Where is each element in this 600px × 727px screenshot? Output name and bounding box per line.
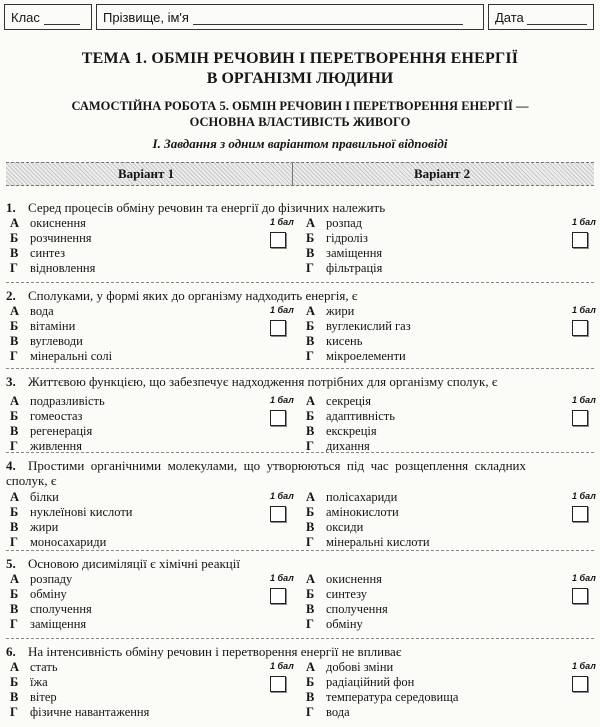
- date-blank[interactable]: [527, 12, 587, 25]
- option-letter: В: [306, 690, 315, 704]
- option-letter: Б: [10, 505, 19, 519]
- class-field[interactable]: [4, 4, 92, 30]
- answer-option[interactable]: [306, 690, 458, 705]
- option-letter: В: [306, 424, 315, 438]
- question-number: 1.: [6, 200, 16, 215]
- variant-2-options: [306, 216, 382, 276]
- option-text: мікроелементи: [326, 349, 406, 363]
- option-letter: В: [10, 424, 19, 438]
- option-letter: Б: [10, 319, 19, 333]
- work-title-line1: САМОСТІЙНА РОБОТА 5. ОБМІН РЕЧОВИН І ПЕРЕТВОРЕННЯ ЕНЕРГІЇ —: [71, 99, 529, 113]
- option-text: заміщення: [326, 246, 383, 260]
- option-text: вітаміни: [30, 319, 76, 333]
- answer-option[interactable]: [10, 602, 92, 617]
- option-text: мінеральні кислоти: [326, 535, 430, 549]
- option-letter: А: [306, 660, 316, 674]
- answer-box[interactable]: [270, 588, 286, 604]
- answer-option[interactable]: [10, 690, 149, 705]
- option-letter: А: [10, 304, 20, 318]
- option-text: моносахариди: [30, 535, 107, 549]
- option-letter: В: [10, 246, 19, 260]
- answer-box[interactable]: [270, 320, 286, 336]
- answer-option[interactable]: [10, 660, 149, 675]
- question-prompt: Сполуками, у формі яких до організму надходить енергія, є: [28, 288, 358, 303]
- option-text: температура середовища: [326, 690, 459, 704]
- question-prompt: Простими органічними молекулами, що утворюються під час розщеплення складних сполук, є: [6, 458, 526, 488]
- option-letter: В: [10, 520, 19, 534]
- answer-option[interactable]: [10, 587, 92, 602]
- answer-option[interactable]: [10, 216, 95, 231]
- option-text: обміну: [30, 587, 67, 601]
- option-letter: Б: [10, 409, 19, 423]
- question-separator: [6, 452, 594, 453]
- option-text: їжа: [30, 675, 48, 689]
- answer-option[interactable]: [10, 231, 95, 246]
- option-letter: Б: [10, 587, 19, 601]
- question-number: 5.: [6, 556, 16, 571]
- option-text: добові зміни: [326, 660, 394, 674]
- question-separator: [6, 368, 594, 369]
- option-text: розпад: [326, 216, 363, 230]
- option-letter: Г: [306, 705, 314, 719]
- answer-option[interactable]: [10, 261, 95, 276]
- option-letter: А: [10, 216, 20, 230]
- option-letter: Г: [10, 705, 18, 719]
- answer-box[interactable]: [572, 320, 588, 336]
- answer-option[interactable]: [10, 617, 92, 632]
- answer-option[interactable]: [306, 231, 382, 246]
- answer-box[interactable]: [270, 506, 286, 522]
- option-letter: А: [306, 394, 316, 408]
- option-text: полісахариди: [326, 490, 398, 504]
- answer-box[interactable]: [572, 588, 588, 604]
- option-text: гомеостаз: [30, 409, 83, 423]
- question-separator: [6, 282, 594, 283]
- option-letter: Б: [10, 675, 19, 689]
- answer-option[interactable]: [306, 587, 388, 602]
- option-text: вітер: [30, 690, 57, 704]
- class-label: Клас: [11, 10, 40, 25]
- answer-option[interactable]: [10, 705, 149, 720]
- answer-option[interactable]: [306, 520, 430, 535]
- variant-1-options: [10, 660, 149, 720]
- option-letter: В: [10, 602, 19, 616]
- option-text: вода: [30, 304, 54, 318]
- option-text: нуклеїнові кислоти: [30, 505, 133, 519]
- answer-option[interactable]: [10, 535, 133, 550]
- answer-option[interactable]: [10, 319, 112, 334]
- question-number: 3.: [6, 374, 16, 389]
- option-text: жири: [30, 520, 59, 534]
- date-label: Дата: [495, 10, 524, 25]
- score-label: 1 бал: [572, 573, 596, 583]
- answer-box[interactable]: [572, 506, 588, 522]
- question-prompt: Життєвою функцією, що забезпечує надходження потрібних для організму сполук, є: [28, 374, 498, 389]
- answer-option[interactable]: [10, 334, 112, 349]
- answer-option[interactable]: [10, 304, 112, 319]
- option-text: радіаційний фон: [326, 675, 415, 689]
- answer-option[interactable]: [306, 705, 458, 720]
- answer-option[interactable]: [10, 520, 133, 535]
- answer-option[interactable]: [306, 675, 458, 690]
- answer-option[interactable]: [306, 660, 458, 675]
- option-text: вода: [326, 705, 350, 719]
- class-blank[interactable]: [44, 12, 80, 25]
- answer-option[interactable]: [306, 572, 388, 587]
- option-letter: А: [10, 572, 20, 586]
- score-label: 1 бал: [270, 217, 294, 227]
- answer-option[interactable]: [306, 490, 430, 505]
- answer-option[interactable]: [10, 675, 149, 690]
- option-letter: А: [306, 216, 316, 230]
- score-label: 1 бал: [270, 305, 294, 315]
- option-text: оксиди: [326, 520, 364, 534]
- option-letter: Б: [306, 505, 315, 519]
- option-text: кисень: [326, 334, 363, 348]
- score-label: 1 бал: [270, 661, 294, 671]
- answer-option[interactable]: [10, 394, 105, 409]
- page-title-line1: ТЕМА 1. ОБМІН РЕЧОВИН І ПЕРЕТВОРЕННЯ ЕНЕРГІЇ: [81, 50, 519, 67]
- option-text: синтезу: [326, 587, 368, 601]
- variant-1-options: [10, 216, 95, 276]
- option-letter: А: [306, 572, 316, 586]
- question-text: [6, 644, 586, 659]
- option-letter: Б: [306, 675, 315, 689]
- score-label: 1 бал: [572, 217, 596, 227]
- answer-box[interactable]: [270, 410, 286, 426]
- option-text: сполучення: [326, 602, 388, 616]
- answer-box[interactable]: [572, 410, 588, 426]
- option-letter: Г: [10, 439, 18, 453]
- variant-2-options: [306, 490, 430, 550]
- option-letter: Б: [306, 409, 315, 423]
- answer-box[interactable]: [270, 676, 286, 692]
- answer-option[interactable]: [306, 505, 430, 520]
- option-letter: А: [10, 394, 20, 408]
- question-separator: [6, 638, 594, 639]
- option-letter: В: [10, 334, 19, 348]
- answer-option[interactable]: [10, 572, 92, 587]
- variants-divider: [292, 163, 293, 185]
- variant-2-options: [306, 394, 395, 454]
- question-text: [6, 458, 526, 488]
- option-text: екскреція: [326, 424, 377, 438]
- option-letter: Г: [306, 439, 314, 453]
- question-text: [6, 200, 586, 215]
- variant-2-options: [306, 660, 458, 720]
- variant-2-options: [306, 304, 411, 364]
- option-letter: Б: [306, 587, 315, 601]
- answer-box[interactable]: [572, 232, 588, 248]
- option-text: амінокислоти: [326, 505, 399, 519]
- answer-box[interactable]: [270, 232, 286, 248]
- option-text: розчинення: [30, 231, 92, 245]
- option-letter: Г: [306, 535, 314, 549]
- answer-option[interactable]: [306, 319, 411, 334]
- student-info-header: [4, 4, 594, 32]
- option-text: подразливість: [30, 394, 105, 408]
- option-text: вуглекислий газ: [326, 319, 411, 333]
- option-letter: В: [306, 334, 315, 348]
- option-text: обміну: [326, 617, 363, 631]
- option-text: мінеральні солі: [30, 349, 113, 363]
- option-text: вуглеводи: [30, 334, 83, 348]
- answer-option[interactable]: [10, 246, 95, 261]
- answer-option[interactable]: [306, 409, 395, 424]
- variants-bar: [6, 162, 594, 186]
- answer-option[interactable]: [306, 394, 395, 409]
- option-letter: А: [306, 490, 316, 504]
- option-letter: Г: [10, 617, 18, 631]
- section-heading: І. Завдання з одним варіантом правильної відповіді: [152, 136, 448, 151]
- option-letter: В: [306, 246, 315, 260]
- score-label: 1 бал: [572, 395, 596, 405]
- answer-option[interactable]: [306, 602, 388, 617]
- question-number: 4.: [6, 458, 16, 473]
- option-text: живлення: [30, 439, 82, 453]
- option-letter: Г: [10, 535, 18, 549]
- option-letter: А: [306, 304, 316, 318]
- question-separator: [6, 550, 594, 551]
- option-text: секреція: [326, 394, 372, 408]
- option-letter: В: [10, 690, 19, 704]
- name-field[interactable]: [96, 4, 484, 30]
- option-letter: Б: [306, 319, 315, 333]
- answer-option[interactable]: [10, 505, 133, 520]
- answer-option[interactable]: [306, 261, 382, 276]
- question-number: 2.: [6, 288, 16, 303]
- option-text: фільтрація: [326, 261, 383, 275]
- score-label: 1 бал: [572, 305, 596, 315]
- option-text: стать: [30, 660, 58, 674]
- option-text: дихання: [326, 439, 370, 453]
- answer-option[interactable]: [306, 349, 411, 364]
- option-text: регенерація: [30, 424, 93, 438]
- score-label: 1 бал: [270, 573, 294, 583]
- answer-option[interactable]: [10, 409, 105, 424]
- option-text: сполучення: [30, 602, 92, 616]
- answer-option[interactable]: [306, 617, 388, 632]
- variant-2-label: Варіант 2: [414, 166, 471, 181]
- question-text: [6, 374, 586, 389]
- question-prompt: На інтенсивність обміну речовин і перетворення енергії не впливає: [28, 644, 402, 659]
- variant-1-label: Варіант 1: [118, 166, 175, 181]
- option-text: заміщення: [30, 617, 87, 631]
- option-letter: Г: [306, 349, 314, 363]
- option-text: окиснення: [326, 572, 382, 586]
- question-number: 6.: [6, 644, 16, 659]
- name-blank[interactable]: [193, 12, 463, 25]
- answer-option[interactable]: [10, 490, 133, 505]
- variant-1-options: [10, 572, 92, 632]
- score-label: 1 бал: [572, 491, 596, 501]
- variant-2-options: [306, 572, 388, 632]
- date-field[interactable]: [488, 4, 594, 30]
- variant-1-options: [10, 394, 105, 454]
- option-letter: Г: [306, 617, 314, 631]
- option-text: гідроліз: [326, 231, 368, 245]
- option-text: окиснення: [30, 216, 86, 230]
- option-letter: Г: [10, 349, 18, 363]
- score-label: 1 бал: [270, 395, 294, 405]
- option-letter: В: [306, 520, 315, 534]
- score-label: 1 бал: [572, 661, 596, 671]
- page-title-line2: В ОРГАНІЗМІ ЛЮДИНИ: [206, 70, 394, 87]
- answer-option[interactable]: [306, 304, 411, 319]
- answer-option[interactable]: [306, 424, 395, 439]
- option-letter: Б: [10, 231, 19, 245]
- option-letter: Г: [10, 261, 18, 275]
- score-label: 1 бал: [270, 491, 294, 501]
- question-text: [6, 288, 586, 303]
- variant-1-options: [10, 304, 112, 364]
- answer-option[interactable]: [306, 246, 382, 261]
- option-text: синтез: [30, 246, 66, 260]
- question-prompt: Серед процесів обміну речовин та енергії до фізичних належить: [28, 200, 386, 215]
- answer-option[interactable]: [10, 424, 105, 439]
- option-text: фізичне навантаження: [30, 705, 150, 719]
- option-letter: Г: [306, 261, 314, 275]
- answer-option[interactable]: [306, 216, 382, 231]
- question-prompt: Основою дисиміляції є хімічні реакції: [28, 556, 240, 571]
- option-letter: В: [306, 602, 315, 616]
- option-letter: А: [10, 660, 20, 674]
- option-text: адаптивність: [326, 409, 395, 423]
- option-letter: А: [10, 490, 20, 504]
- answer-box[interactable]: [572, 676, 588, 692]
- option-text: розпаду: [30, 572, 73, 586]
- option-letter: Б: [306, 231, 315, 245]
- answer-option[interactable]: [10, 349, 112, 364]
- variant-1-options: [10, 490, 133, 550]
- option-text: жири: [326, 304, 355, 318]
- option-text: білки: [30, 490, 59, 504]
- work-title-line2: ОСНОВНА ВЛАСТИВІСТЬ ЖИВОГО: [189, 115, 411, 129]
- answer-option[interactable]: [306, 334, 411, 349]
- question-text: [6, 556, 586, 571]
- name-label: Прізвище, ім'я: [103, 10, 189, 25]
- answer-option[interactable]: [306, 535, 430, 550]
- option-text: відновлення: [30, 261, 96, 275]
